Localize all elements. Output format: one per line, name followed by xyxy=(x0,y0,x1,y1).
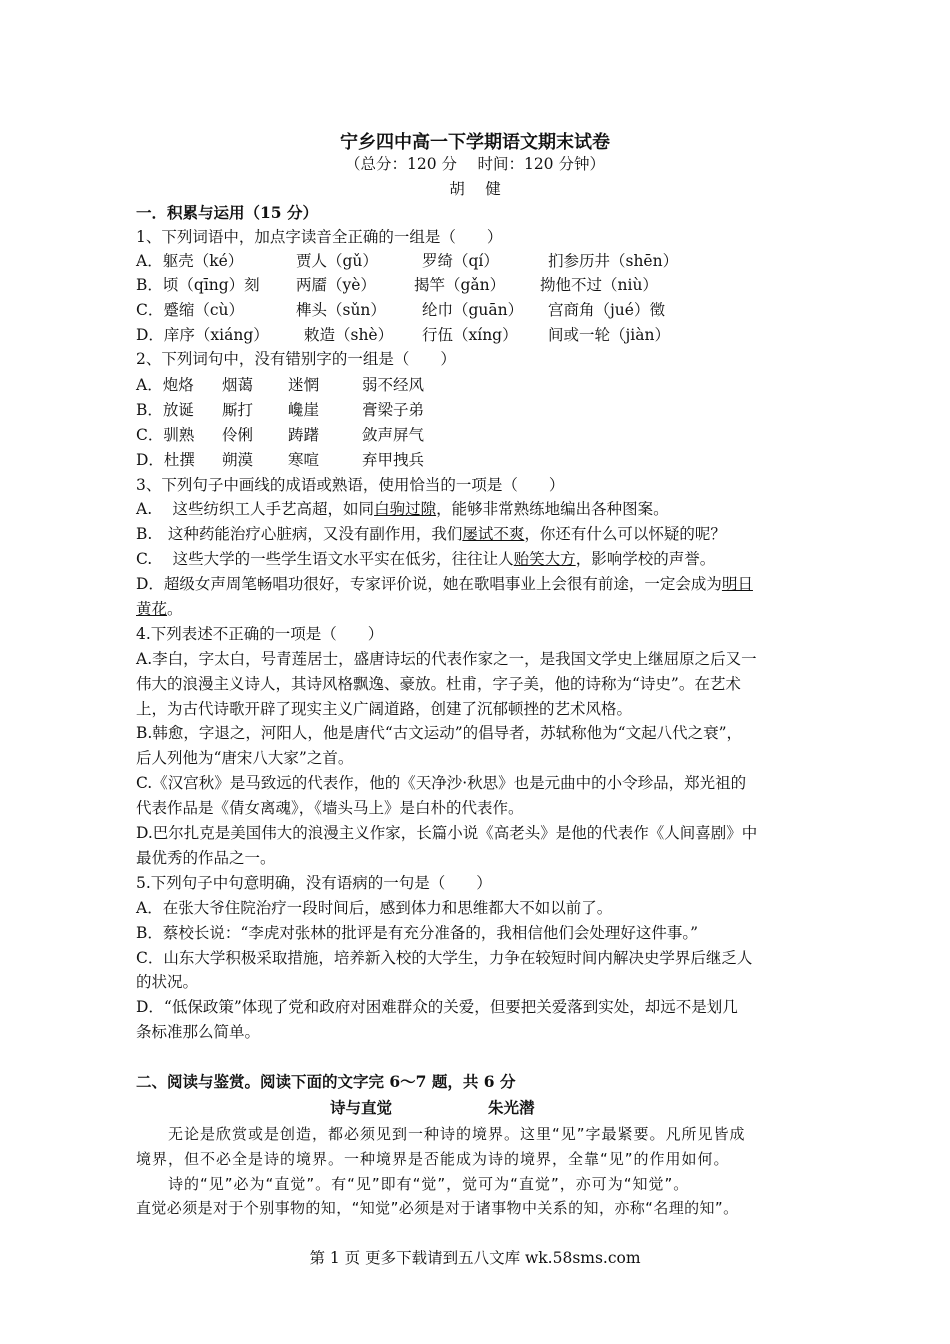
q4-line: 代表作品是《倩女离魂》，《墙头马上》是白朴的代表作。 xyxy=(136,799,524,817)
q2-a-1: A．炮烙 xyxy=(136,376,194,394)
q3-d-text-end: 。 xyxy=(167,600,183,618)
page-title: 宁乡四中高一下学期语文期末试卷 xyxy=(340,132,610,153)
section1-heading: 一．积累与运用（15 分） xyxy=(136,203,318,222)
q5-line: D．“低保政策”体现了党和政府对困难群众的关爱，但要把关爱落到实处，却远不是划几 xyxy=(136,998,738,1016)
q2-d-2: 朔漠 xyxy=(222,451,254,469)
q2-d-4: 弃甲拽兵 xyxy=(362,451,425,469)
q5-line: C．山东大学积极采取措施，培养新入校的大学生，力争在较短时间内解决史学界后继乏人 xyxy=(136,949,753,967)
q2-a-3: 迷惘 xyxy=(288,376,320,394)
q5-line: B．蔡校长说：“李虎对张林的批评是有充分准备的，我相信他们会处理好这件事。” xyxy=(136,924,698,942)
q5-line: 的状况。 xyxy=(136,973,199,991)
q1-d-4: 间或一轮（jiàn） xyxy=(548,326,670,344)
q2-c-3: 踌躇 xyxy=(288,426,320,444)
q3-option-d-cont xyxy=(136,598,183,620)
q4-line: A.李白，字太白，号青莲居士，盛唐诗坛的代表作家之一，是我国文学史上继屈原之后又一 xyxy=(136,650,757,668)
q3-option-a xyxy=(136,498,669,520)
q2-d-3: 寒喧 xyxy=(288,451,320,469)
q4-stem: 4.下列表述不正确的一项是（ ） xyxy=(136,625,384,643)
q3-d-idiom-part1: 明日 xyxy=(721,575,753,593)
q2-b-4: 膏梁子弟 xyxy=(362,401,425,419)
q2-a-4: 弱不经风 xyxy=(362,376,425,394)
essay-title: 诗与直觉 xyxy=(330,1098,393,1117)
q1-a-2: 贾人（gǔ） xyxy=(296,252,378,270)
q3-a-idiom: 白驹过隙 xyxy=(374,500,437,518)
q1-a-1: A．躯壳（ké） xyxy=(136,252,244,270)
q2-stem: 2、下列词句中，没有错别字的一组是（ ） xyxy=(136,350,456,368)
q1-d-1: D．庠序（xiáng） xyxy=(136,326,269,344)
q5-line: 条标准那么简单。 xyxy=(136,1023,261,1041)
exam-subtitle: （总分：120 分 时间：120 分钟） xyxy=(345,155,605,173)
q3-a-text: A. 这些纺织工人手艺高超，如同 xyxy=(136,500,375,518)
q4-line: 后人列他为“唐宋八大家”之首。 xyxy=(136,749,354,767)
q1-c-4: 宫商角（jué）徵 xyxy=(548,301,665,319)
q1-b-4: 拗他不过（niù） xyxy=(540,276,658,294)
q1-b-3: 揭竿（gǎn） xyxy=(414,276,506,294)
q2-b-1: B．放诞 xyxy=(136,401,194,419)
q2-c-1: C．驯熟 xyxy=(136,426,195,444)
q1-c-1: C．蹙缩（cù） xyxy=(136,301,245,319)
q3-option-b xyxy=(136,523,726,545)
q4-line: B.韩愈，字退之，河阳人，他是唐代“古文运动”的倡导者，苏轼称他为“文起八代之衰”， xyxy=(136,724,743,742)
q4-line: D.巴尔扎克是美国伟大的浪漫主义作家，长篇小说《高老头》是他的代表作《人间喜剧》中 xyxy=(136,824,758,842)
q1-b-2: 两靥（yè） xyxy=(296,276,376,294)
section2-heading: 二、阅读与鉴赏。阅读下面的文字完 6～7 题，共 6 分 xyxy=(136,1072,516,1091)
q3-b-text-end: ，你还有什么可以怀疑的呢？ xyxy=(524,525,726,543)
q3-c-text: C. 这些大学的一些学生语文水平实在低劣，往往让人 xyxy=(136,550,514,568)
q3-option-d xyxy=(136,573,753,595)
q3-c-text-end: ，影响学校的声誉。 xyxy=(575,550,716,568)
q3-d-idiom-part2: 黄花 xyxy=(136,600,168,618)
q3-b-idiom: 屡试不爽 xyxy=(462,525,525,543)
essay-line: 直觉必须是对于个别事物的知，“知觉”必须是对于诸事物中关系的知，亦称“名理的知”。 xyxy=(136,1199,739,1217)
q1-stem: 1、下列词语中，加点字读音全正确的一组是（ ） xyxy=(136,228,503,246)
q1-a-3: 罗绮（qí） xyxy=(422,252,499,270)
q3-option-c xyxy=(136,548,715,570)
q2-c-2: 伶俐 xyxy=(222,426,254,444)
q1-c-3: 纶巾（guān） xyxy=(422,301,524,319)
q1-a-4: 扪参历井（shēn） xyxy=(548,252,679,270)
essay-line: 境界，但不必全是诗的境界。一种境界是否能成为诗的境界，全靠“见”的作用如何。 xyxy=(136,1150,730,1168)
q2-a-2: 烟蔼 xyxy=(222,376,254,394)
q5-line: A．在张大爷住院治疗一段时间后，感到体力和思维都大不如以前了。 xyxy=(136,899,613,917)
essay-line: 无论是欣赏或是创造，都必须见到一种诗的境界。这里“见”字最紧要。凡所见皆成 xyxy=(136,1125,746,1143)
q1-d-3: 行伍（xíng） xyxy=(422,326,518,344)
q1-b-1: B．顷（qīng）刻 xyxy=(136,276,260,294)
q3-a-text-end: ，能够非常熟练地编出各种图案。 xyxy=(436,500,669,518)
q2-b-3: 巉崖 xyxy=(288,401,320,419)
q4-line: 上，为古代诗歌开辟了现实主义广阔道路，创建了沉郁顿挫的艺术风格。 xyxy=(136,700,633,718)
q3-stem: 3、下列句子中画线的成语或熟语，使用恰当的一项是（ ） xyxy=(136,476,565,494)
q3-b-text: B. 这种药能治疗心脏病，又没有副作用，我们 xyxy=(136,525,463,543)
essay-author: 朱光潜 xyxy=(488,1098,535,1117)
q2-b-2: 厮打 xyxy=(222,401,254,419)
page-footer: 第 1 页 更多下载请到五八文库 wk.58sms.com xyxy=(309,1249,641,1267)
q4-line: 伟大的浪漫主义诗人，其诗风格飘逸、豪放。杜甫，字子美，他的诗称为“诗史”。在艺术 xyxy=(136,675,741,693)
q5-stem: 5.下列句子中句意明确，没有语病的一句是（ ） xyxy=(136,874,492,892)
author-name: 胡 健 xyxy=(449,180,501,198)
q2-c-4: 敛声屏气 xyxy=(362,426,425,444)
essay-line: 诗的“见”必为“直觉”。有“见”即有“觉”，觉可为“直觉”，亦可为“知觉”。 xyxy=(136,1175,690,1193)
q3-c-idiom: 贻笑大方 xyxy=(513,550,576,568)
q1-d-2: 敕造（shè） xyxy=(304,326,394,344)
q4-line: 最优秀的作品之一。 xyxy=(136,849,276,867)
q3-d-text: D．超级女声周笔畅唱功很好，专家评价说，她在歌唱事业上会很有前途，一定会成为 xyxy=(136,575,722,593)
q1-c-2: 榫头（sǔn） xyxy=(296,301,386,319)
q2-d-1: D．杜撰 xyxy=(136,451,195,469)
q4-line: C.《汉宫秋》是马致远的代表作，他的《天净沙·秋思》也是元曲中的小令珍品，郑光祖的 xyxy=(136,774,747,792)
